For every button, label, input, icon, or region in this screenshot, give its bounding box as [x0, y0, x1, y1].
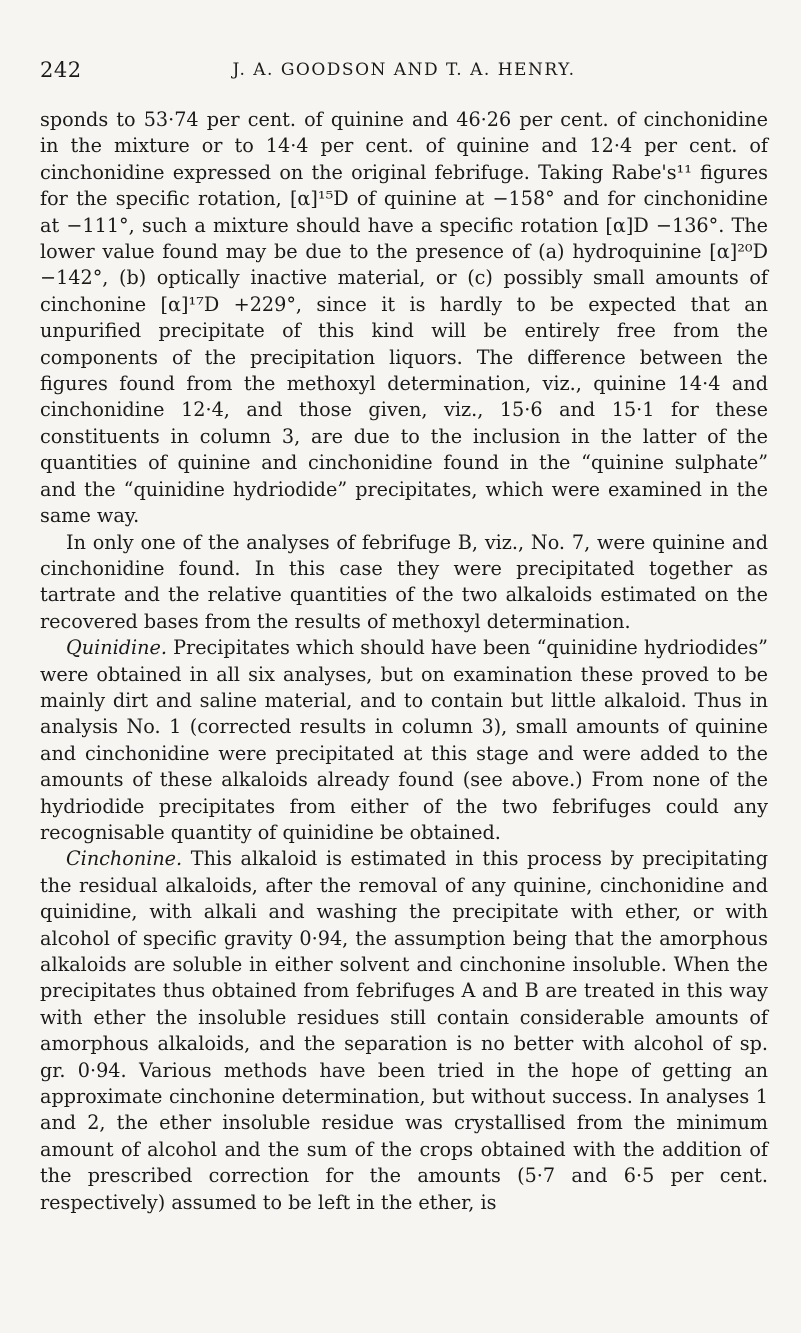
- section-heading-quinidine: Quinidine.: [66, 636, 167, 660]
- running-title: J. A. GOODSON AND T. A. HENRY.: [232, 60, 576, 80]
- paragraph-febrifuge-b: In only one of the analyses of febrifuge B, viz., No. 7, were quinine and cinchonidine found. In this case they were precipitated together as tartrate and the relative quantities of the two alkaloids estimated on the recovered bases from the results of methoxyl determination.: [40, 530, 768, 633]
- paragraph-cinchonine-text: This alkaloid is estimated in this process by precipitating the residual alkaloids, after the removal of any quinine, cinchonidine and quinidine, with alkali and washing the precipitate with ether, or with alcohol of specific gravity 0·94, the assumption being that the amorphous alkaloids are soluble in either solvent and cinchonine insoluble. When the precipitates thus obtained from febrifuges A and B are treated in this way with ether the insoluble residues still contain considerable amounts of amorphous alkaloids, and the separation is no better with alcohol of sp. gr. 0·94. Various methods have been tried in the hope of getting an approximate cinchonine determination, but without success. In analyses 1 and 2, the ether insoluble residue was crystallised from the minimum amount of alcohol and the sum of the crops obtained with the addition of the prescribed correction for the amounts (5·7 and 6·5 per cent. respectively) assumed to be left in the ether, is: [40, 847, 768, 1214]
- page-number: 242: [40, 58, 82, 82]
- body-text: [40, 107, 768, 1216]
- paragraph-quinidine: [40, 635, 768, 846]
- paragraph-continuation: sponds to 53·74 per cent. of quinine and 46·26 per cent. of cinchonidine in the mixture or to 14·4 per cent. of quinine and 12·4 per cent. of cinchonidine expressed on the original febrifuge. Taking Rabe's¹¹ figures for the specific rotation, [α]¹⁵D of quinine at −158° and for cinchonidine at −111°, such a mixture should have a specific rotation [α]D −136°. The lower value found may be due to the presence of (a) hydroquinine [α]²⁰D −142°, (b) optically inactive material, or (c) possibly small amounts of cinchonine [α]¹⁷D +229°, since it is hardly to be expected that an unpurified precipitate of this kind will be entirely free from the components of the precipitation liquors. The difference between the figures found from the methoxyl determination, viz., quinine 14·4 and cinchonidine 12·4, and those given, viz., 15·6 and 15·1 for these constituents in column 3, are due to the inclusion in the latter of the quantities of quinine and cinchonidine found in the “quinine sulphate” and the “quinidine hydriodide” precipitates, which were examined in the same way.: [40, 108, 768, 528]
- paragraph-quinidine-text: Precipitates which should have been “quinidine hydriodides” were obtained in all six analyses, but on examination these proved to be mainly dirt and saline material, and to contain but little alkaloid. Thus in analysis No. 1 (corrected results in column 3), small amounts of quinine and cinchonidine were precipitated at this stage and were added to the amounts of these alkaloids already found (see above.) From none of the hydriodide precipitates from either of the two febrifuges could any recognisable quantity of quinidine be obtained.: [40, 636, 768, 844]
- paragraph-cinchonine: [40, 846, 768, 1216]
- section-heading-cinchonine: Cinchonine.: [66, 847, 183, 871]
- running-head: [40, 58, 768, 84]
- document-page: [40, 0, 768, 1333]
